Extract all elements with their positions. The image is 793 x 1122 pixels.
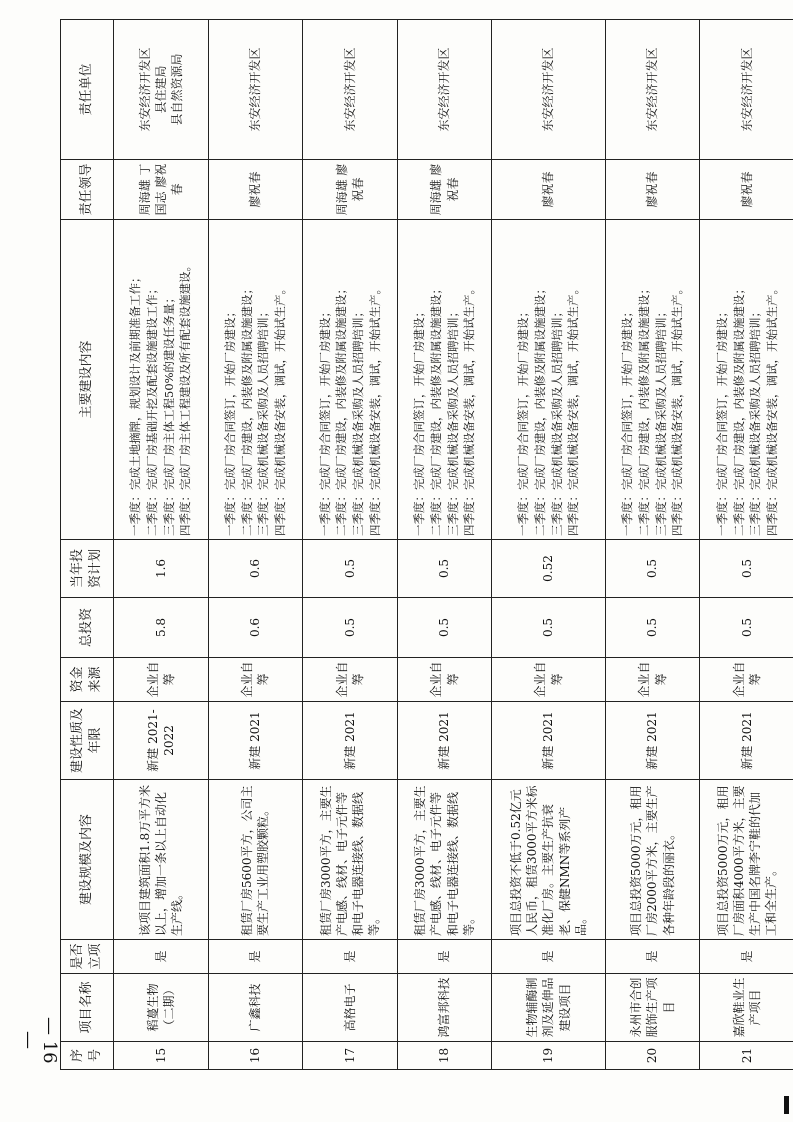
cell-content [700,220,793,540]
cell-scale: 租赁厂房5600平方，公司主要生产工业用塑胶颗粒。 [208,780,303,940]
cell-leader: 廖祝春 [208,160,303,220]
corner-mark [784,1096,789,1114]
cell-seq: 17 [303,1042,398,1070]
quarter-plan-line: 一季度：完成厂房合同签订，开始厂房建设； [516,306,531,536]
cell-annual: 0.5 [397,540,492,598]
table-row [114,20,209,1070]
quarter-plan-line: 四季度：完成机械设备安装，调试，开始试生产。 [670,283,685,536]
cell-annual: 0.6 [208,540,303,598]
table-row [208,20,303,1070]
cell-seq: 16 [208,1042,303,1070]
header-nature: 建设性质及年限 [61,702,114,780]
table-row [303,20,398,1070]
cell-leader: 廖祝春 [492,160,605,220]
quarter-plan-line: 二季度：完成厂房建设，内装修及附属设施建设； [532,283,547,536]
cell-fund: 企业自筹 [303,658,398,702]
cell-name: 稻蔓生物（二期） [114,974,209,1042]
cell-unit [700,20,793,160]
unit-name: 东安经济开发区 [645,47,660,132]
cell-nature: 新建 2021 [605,702,700,780]
cell-approved: 是 [114,940,209,974]
quarter-plan-line: 二季度：完成厂房建设，内装修及附属设施建设； [239,283,254,536]
header-scale: 建设规模及内容 [61,780,114,940]
cell-total: 0.5 [492,598,605,658]
cell-seq: 18 [397,1042,492,1070]
cell-approved: 是 [303,940,398,974]
header-approved: 是否立项 [61,940,114,974]
table-row [492,20,605,1070]
project-table [60,19,793,1070]
header-content: 主要建设内容 [61,220,114,540]
cell-total: 0.6 [208,598,303,658]
cell-name: 生物辅酶制剂及延伸品建设项目 [492,974,605,1042]
cell-total: 0.5 [700,598,793,658]
quarter-plan-line: 三季度：完成机械设备采购及人员招聘培训； [653,306,668,536]
cell-name: 永州市合创服饰生产项目 [605,974,700,1042]
quarter-plan-line: 三季度：完成厂房主体工程50%的建设任务量； [161,291,176,536]
header-total: 总投资 [61,598,114,658]
unit-name: 东安经济开发区 [137,47,152,132]
cell-nature: 新建 2021 [700,702,793,780]
quarter-plan-line: 四季度：完成机械设备安装，调试，开始试生产。 [764,283,779,536]
cell-nature: 新建 2021 [208,702,303,780]
quarter-plan-line: 三季度：完成机械设备采购及人员招聘培训； [256,306,271,536]
cell-leader: 周海雄 廖祝春 [303,160,398,220]
quarter-plan-line: 三季度：完成机械设备采购及人员招聘培训； [748,306,763,536]
quarter-plan-line: 一季度：完成土地摘牌，规划设计及前期准备工作； [128,271,143,536]
cell-scale: 租赁厂房3000平方，主要生产电感、线材、电子元件等和电子电器连接线、数据线等。 [303,780,398,940]
header-annual: 当年投资计划 [61,540,114,598]
cell-leader: 周海雄 丁国志 廖祝春 [114,160,209,220]
quarter-plan-line: 三季度：完成机械设备采购及人员招聘培训； [350,306,365,536]
cell-nature: 新建 2021 [492,702,605,780]
cell-total: 5.8 [114,598,209,658]
cell-annual: 0.5 [303,540,398,598]
cell-unit [492,20,605,160]
cell-seq: 20 [605,1042,700,1070]
unit-name: 东安经济开发区 [437,47,452,132]
cell-unit [397,20,492,160]
cell-seq: 21 [700,1042,793,1070]
cell-nature: 新建 2021-2022 [114,702,209,780]
table-row [700,20,793,1070]
quarter-plan-line: 二季度：完成厂房基础开挖及配套设施建设工作； [145,283,160,536]
cell-name: 嘉欣鞋业生产项目 [700,974,793,1042]
quarter-plan-line: 一季度：完成厂房合同签订，开始厂房建设； [412,306,427,536]
cell-content [114,220,209,540]
cell-approved: 是 [208,940,303,974]
cell-seq: 15 [114,1042,209,1070]
quarter-plan-line: 四季度：完成机械设备安装，调试，开始试生产。 [367,283,382,536]
cell-name: 广鑫科技 [208,974,303,1042]
quarter-plan-line: 四季度：完成机械设备安装，调试，开始试生产。 [566,283,581,536]
page-number: — 16 — [18,1016,60,1064]
quarter-plan-line: 二季度：完成厂房建设，内装修及附属设施建设； [731,283,746,536]
header-fund: 资金来源 [61,658,114,702]
header-unit: 责任单位 [61,20,114,160]
unit-name: 县自然资源局 [169,53,184,126]
cell-fund: 企业自筹 [605,658,700,702]
unit-name: 东安经济开发区 [740,47,755,132]
cell-approved: 是 [700,940,793,974]
unit-name: 县住建局 [153,65,168,114]
cell-unit [303,20,398,160]
rotated-table-wrapper [60,20,793,1070]
cell-seq: 19 [492,1042,605,1070]
cell-total: 0.5 [605,598,700,658]
quarter-plan-line: 一季度：完成厂房合同签订，开始厂房建设； [223,306,238,536]
table-row [605,20,700,1070]
table-row [397,20,492,1070]
unit-name: 东安经济开发区 [541,47,556,132]
unit-name: 东安经济开发区 [248,47,263,132]
cell-leader: 廖祝春 [605,160,700,220]
header-name: 项目名称 [61,974,114,1042]
cell-approved: 是 [397,940,492,974]
quarter-plan-line: 四季度：完成机械设备安装，调试，开始试生产。 [273,283,288,536]
cell-unit [605,20,700,160]
cell-content [397,220,492,540]
cell-name: 鸿富邦科技 [397,974,492,1042]
cell-scale: 该项目建筑面积1.8万平方米以上，增加一条以上自动化生产线。 [114,780,209,940]
cell-content [492,220,605,540]
quarter-plan-line: 二季度：完成厂房建设，内装修及附属设施建设； [428,283,443,536]
cell-total: 0.5 [303,598,398,658]
cell-unit [114,20,209,160]
quarter-plan-line: 四季度：完成机械设备安装，调试，开始试生产。 [462,283,477,536]
quarter-plan-line: 一季度：完成厂房合同签订，开始厂房建设； [317,306,332,536]
cell-content [303,220,398,540]
cell-fund: 企业自筹 [700,658,793,702]
cell-scale: 项目总投资5000万元，租用厂房2000平方米，主要生产各种年龄段的丽衣。 [605,780,700,940]
quarter-plan-line: 四季度：完成厂房主体工程建设及所有配套设施建设。 [178,260,193,536]
unit-name: 东安经济开发区 [342,47,357,132]
cell-annual: 1.6 [114,540,209,598]
quarter-plan-line: 一季度：完成厂房合同签订，开始厂房建设； [714,306,729,536]
cell-fund: 企业自筹 [492,658,605,702]
quarter-plan-line: 三季度：完成机械设备采购及人员招聘培训； [549,306,564,536]
header-seq: 序号 [61,1042,114,1070]
cell-fund: 企业自筹 [397,658,492,702]
cell-unit [208,20,303,160]
cell-annual: 0.52 [492,540,605,598]
cell-annual: 0.5 [700,540,793,598]
quarter-plan-line: 一季度：完成厂房合同签订，开始厂房建设； [620,306,635,536]
cell-content [208,220,303,540]
cell-scale: 项目总投资不低于0.52亿元人民币，租赁3000平方米标准化厂房。主要生产抗衰老、保健NMN等系列产品。 [492,780,605,940]
quarter-plan-line: 三季度：完成机械设备采购及人员招聘培训； [445,306,460,536]
cell-total: 0.5 [397,598,492,658]
cell-approved: 是 [605,940,700,974]
cell-nature: 新建 2021 [397,702,492,780]
cell-approved: 是 [492,940,605,974]
cell-leader: 廖祝春 [700,160,793,220]
cell-nature: 新建 2021 [303,702,398,780]
header-leader: 责任领导 [61,160,114,220]
cell-name: 高格电子 [303,974,398,1042]
quarter-plan-line: 二季度：完成厂房建设，内装修及附属设施建设； [636,283,651,536]
quarter-plan-line: 二季度：完成厂房建设，内装修及附属设施建设； [334,283,349,536]
cell-annual: 0.5 [605,540,700,598]
cell-fund: 企业自筹 [114,658,209,702]
cell-scale: 项目总投资5000万元，租用厂房面积4000平方米，主要生产中国名牌李宁鞋的代加工和全生产。 [700,780,793,940]
cell-scale: 租赁厂房3000平方，主要生产电感、线材、电子元件等和电子电器连接线、数据线等。 [397,780,492,940]
cell-content [605,220,700,540]
cell-fund: 企业自筹 [208,658,303,702]
cell-leader: 周海雄 廖祝春 [397,160,492,220]
header-row [61,20,114,1070]
